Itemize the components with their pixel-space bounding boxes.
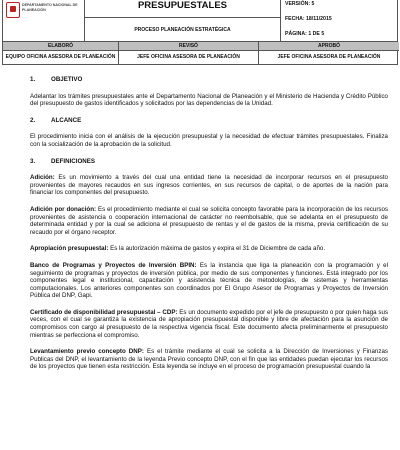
definition-item: [30, 245, 388, 253]
date-label: FECHA: 18/11/2015: [285, 16, 332, 22]
section-title: ALCANCE: [51, 116, 82, 124]
elaboro-header: ELABORÓ: [3, 42, 118, 51]
definition-text: Es la autorización máxima de gastos y expira el 31 de Diciembre de cada año.: [108, 245, 326, 253]
section-number: 1.: [30, 76, 36, 83]
page-label: PÁGINA: 1 DE 5: [285, 30, 325, 37]
definition-item: [30, 206, 388, 236]
definition-text: Es la instancia que liga la planeación con la programación y el seguimiento de programas y proyectos de inversión pública, por medio de sus componentes y funciones. Está integrado por los componentes legal e institucional, capacitación y asistencia técnica de metodologías, de sistemas y herramientas computacionales. Los anteriores componentes son coordinados por El Grupo Asesor de Programas y Proyectos de Inversión Pública del DNP, Gapi.: [30, 261, 388, 300]
definition-term: Adición por donación:: [30, 205, 97, 213]
definition-term: Apropiación presupuestal:: [30, 245, 109, 253]
aprobo-value: JEFE OFICINA ASESORA DE PLANEACIÓN: [277, 53, 381, 60]
institution-logo-icon: [6, 2, 20, 18]
process-title: PROCESO PLANEACIÓN ESTRATÉGICA: [134, 26, 231, 33]
definition-item: [30, 309, 388, 339]
section-title: OBJETIVO: [51, 76, 83, 83]
section-number: 3.: [30, 157, 36, 165]
definition-term: Adición:: [30, 174, 55, 182]
section-heading-definiciones: [30, 158, 388, 166]
definition-item: [30, 262, 388, 300]
definition-term: Banco de Programas y Proyectos de Inversión BPIN:: [30, 261, 197, 269]
definition-text: Es el trámite mediante el cual se solicita a la Dirección de Inversiones y Finanzas Publicas del DNP, el levantamiento de la leyenda Previo concepto DNP, con el fin que las entidades puedan ejecutar los recursos de los proyectos que tienen esta restricción. Esta leyenda se incluye en el proceso de programación presupuestal cuando la: [30, 348, 388, 371]
reviso-value: JEFE OFICINA ASESORA DE PLANEACIÓN: [137, 53, 240, 60]
reviso-header: REVISÓ: [119, 42, 258, 51]
logo-text: DEPARTAMENTO NACIONAL DE PLANEACIÓN: [22, 3, 78, 12]
signature-table: [2, 42, 398, 65]
definition-text: Es un movimiento a través del cual una entidad tiene la necesidad de incorporar recursos en el presupuesto provenientes de mayores recaudos en sus ingresos corrientes, en sus recursos de capital, o de aportes de la nación para financiar los componentes del presupuesto.: [30, 174, 388, 197]
definition-text: Es el procedimiento mediante el cual se solicita concepto favorable para la incorporación de los recursos provenientes de asistencia o cooperación internacional de carácter no reembolsable, que se adelanta en el presupuesto de determinada entidad y por la cual se adiciona el presupuesto de rentas y el de gastos de la misma, previa certificación de su recaudo por el órgano receptor.: [30, 205, 389, 236]
definition-item: [30, 348, 388, 371]
section-heading-objetivo: [30, 76, 388, 84]
logo-cell: [3, 0, 85, 41]
elaboro-column: [3, 42, 119, 64]
title-cell: [85, 0, 281, 41]
objetivo-paragraph: Adelantar los trámites presupuestales ante el Departamento Nacional de Planeación y el Ministerio de Hacienda y Crédito Público del presupuesto de gastos identificados y solicitados por las dependencias de la Unidad.: [30, 92, 388, 108]
definition-item: [30, 174, 388, 197]
definition-text: Es un documento expedido por el jefe de presupuesto o por quien haga sus veces, con el cual se garantiza la existencia de apropiación presupuestal disponible y libre de afectación para la asunción de compromisos con cargo al presupuesto de la respectiva vigencia fiscal. Este documento afecta preliminarmente el presupuesto mientras se perfecciona el compromiso.: [30, 308, 388, 339]
document-title: PRESUPUESTALES: [85, 0, 280, 18]
document-header: [2, 0, 398, 65]
document-metadata: [281, 0, 399, 41]
definition-term: Levantamiento previo concepto DNP:: [30, 348, 144, 356]
reviso-column: [119, 42, 259, 64]
version-label: VERSIÓN: 5: [285, 1, 315, 8]
section-title: DEFINICIONES: [51, 157, 96, 165]
aprobo-header: APROBÓ: [259, 42, 399, 51]
document-body: [30, 76, 388, 380]
section-number: 2.: [30, 116, 36, 124]
aprobo-column: [259, 42, 399, 64]
definition-term: Certificado de disponibilidad presupuestal – CDP:: [30, 308, 178, 316]
alcance-paragraph: El procedimiento inicia con el análisis de la ejecución presupuestal y la necesidad de efectuar trámites presupuestales. Finaliza con la socialización de la aprobación de la solicitud.: [30, 133, 388, 148]
elaboro-value: EQUIPO OFICINA ASESORA DE PLANEACIÓN: [5, 53, 116, 60]
section-heading-alcance: [30, 117, 388, 125]
header-table: [2, 0, 398, 42]
